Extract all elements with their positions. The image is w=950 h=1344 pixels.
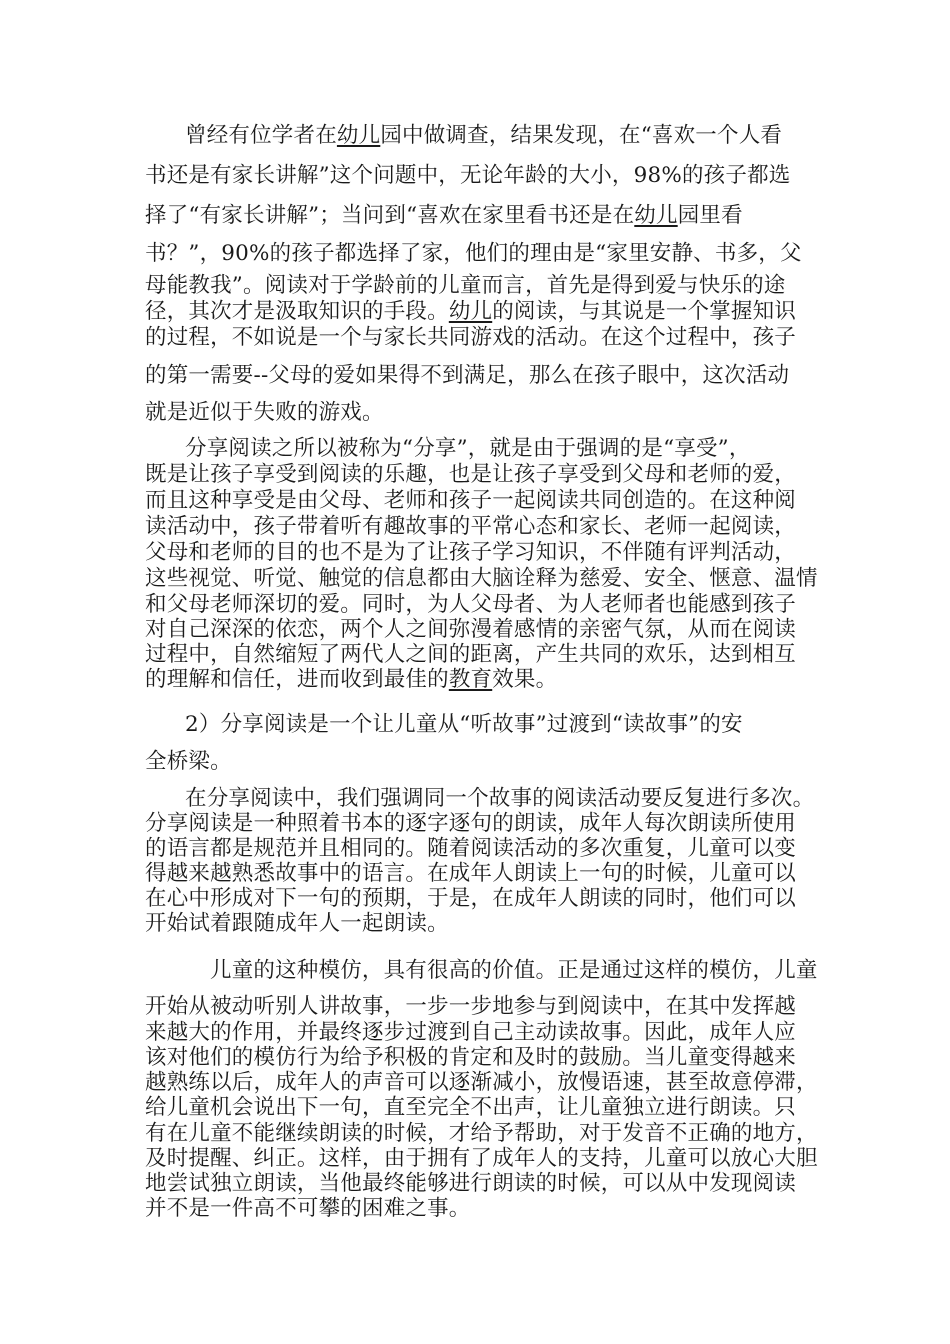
text-line: 书还是有家长讲解”这个问题中，无论年龄的大小，98%的孩子都选: [145, 163, 791, 188]
text-line: 的第一需要--父母的爱如果得不到满足，那么在孩子眼中，这次活动: [145, 363, 790, 388]
text-line: 全桥梁。: [145, 749, 232, 774]
text-line: 读活动中，孩子带着听有趣故事的平常心态和家长、老师一起阅读，: [145, 514, 797, 539]
text-line: 就是近似于失败的游戏。: [145, 400, 384, 425]
text-line: 曾经有位学者在幼儿园中做调查，结果发现，在“喜欢一个人看: [185, 123, 783, 148]
text-line: 并不是一件高不可攀的困难之事。: [145, 1196, 471, 1221]
text-line: 分享阅读是一种照着书本的逐字逐句的朗读，成年人每次朗读所使用: [145, 811, 797, 836]
text-line: 在分享阅读中，我们强调同一个故事的阅读活动要反复进行多次。: [185, 786, 815, 811]
text-line: 和父母老师深切的爱。同时，为人父母者、为人老师者也能感到孩子: [145, 592, 797, 617]
text-line: 有在儿童不能继续朗读的时候，才给予帮助，对于发音不正确的地方，: [145, 1121, 818, 1146]
text-line: 及时提醒、纠正。这样，由于拥有了成年人的支持，儿童可以放心大胆: [145, 1146, 818, 1171]
text-line: 开始从被动听别人讲故事，一步一步地参与到阅读中，在其中发挥越: [145, 994, 797, 1019]
text-line: 径，其次才是汲取知识的手段。幼儿的阅读，与其说是一个掌握知识: [145, 299, 797, 324]
link-youer[interactable]: 幼儿: [336, 123, 381, 148]
text-line: 过程中，自然缩短了两代人之间的距离，产生共同的欢乐，达到相互: [145, 642, 797, 667]
text-line: 儿童的这种模仿，具有很高的价值。正是通过这样的模仿，儿童: [210, 958, 818, 983]
text-line: 地尝试独立朗读，当他最终能够进行朗读的时候，可以从中发现阅读: [145, 1171, 797, 1196]
text-line: 父母和老师的目的也不是为了让孩子学习知识，不伴随有评判活动，: [145, 540, 797, 565]
text-line: 择了“有家长讲解”；当问到“喜欢在家里看书还是在幼儿园里看: [145, 203, 743, 228]
text-line: 对自己深深的依恋，两个人之间弥漫着感情的亲密气氛，从而在阅读: [145, 617, 797, 642]
text-line: 这些视觉、听觉、触觉的信息都由大脑诠释为慈爱、安全、惬意、温情: [145, 566, 818, 591]
text-line: 得越来越熟悉故事中的语言。在成年人朗读上一句的时候，儿童可以: [145, 861, 797, 886]
text-line: 2）分享阅读是一个让儿童从“听故事”过渡到“读故事”的安: [185, 712, 743, 737]
text-line: 在心中形成对下一句的预期，于是，在成年人朗读的同时，他们可以: [145, 886, 797, 911]
link-youer[interactable]: 幼儿: [634, 203, 678, 228]
text-line: 开始试着跟随成年人一起朗读。: [145, 911, 449, 936]
text-line: 分享阅读之所以被称为“分享”，就是由于强调的是“享受”，: [185, 436, 751, 461]
link-youer[interactable]: 幼儿: [448, 299, 493, 324]
text-line: 该对他们的模仿行为给予积极的肯定和及时的鼓励。当儿童变得越来: [145, 1045, 797, 1070]
text-line: 来越大的作用，并最终逐步过渡到自己主动读故事。因此，成年人应: [145, 1020, 797, 1045]
text-line: 的理解和信任，进而收到最佳的教育效果。: [145, 667, 558, 692]
text-line: 的过程，不如说是一个与家长共同游戏的活动。在这个过程中，孩子: [145, 325, 797, 350]
link-jiaoyu[interactable]: 教育: [448, 667, 493, 692]
text-line: 越熟练以后，成年人的声音可以逐渐减小，放慢语速，甚至故意停滞，: [145, 1070, 818, 1095]
text-line: 的语言都是规范并且相同的。随着阅读活动的多次重复，儿童可以变: [145, 836, 797, 861]
text-line: 而且这种享受是由父母、老师和孩子一起阅读共同创造的。在这种阅: [145, 488, 797, 513]
text-line: 书？”，90%的孩子都选择了家，他们的理由是“家里安静、书多，父: [145, 241, 802, 266]
text-line: 给儿童机会说出下一句，直至完全不出声，让儿童独立进行朗读。只: [145, 1095, 797, 1120]
text-line: 既是让孩子享受到阅读的乐趣，也是让孩子享受到父母和老师的爱，: [145, 462, 797, 487]
text-line: 母能教我”。阅读对于学龄前的儿童而言，首先是得到爱与快乐的途: [145, 273, 786, 298]
